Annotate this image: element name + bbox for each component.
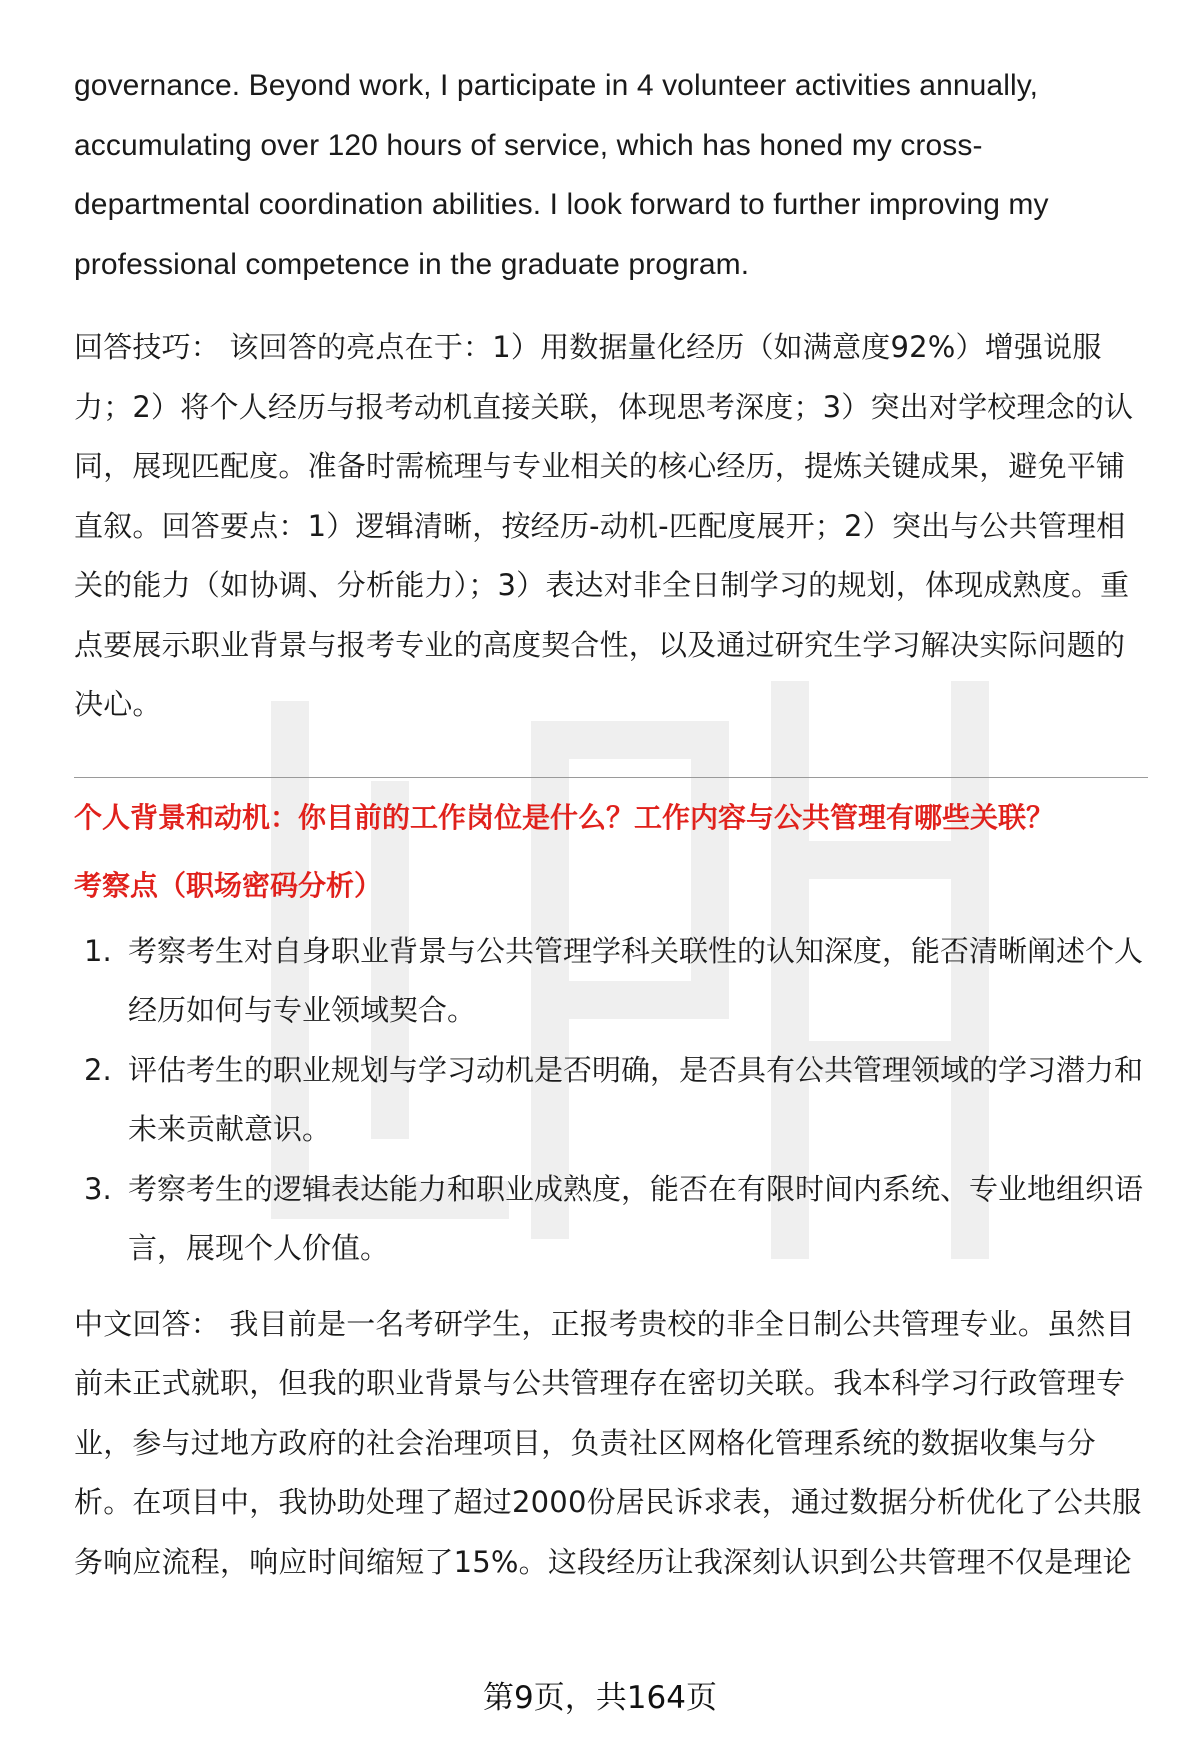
list-item-text: 考察考生对自身职业背景与公共管理学科关联性的认知深度，能否清晰阐述个人经历如何与专业领域契合。	[128, 933, 1144, 1027]
question-heading: 个人背景和动机：你目前的工作岗位是什么？工作内容与公共管理有哪些关联？	[74, 800, 1055, 834]
assessment-points-list	[74, 922, 1146, 1279]
list-item	[74, 922, 1146, 1041]
list-item	[74, 1041, 1146, 1160]
assessment-points-title: 考察点（职场密码分析）	[74, 868, 383, 902]
intro-paragraph: governance. Beyond work, I participate in 4 volunteer activities annually, accumulating over 120 hours of service, which has honed my cross-departmental coordination abilities. I look forward to further improving my professional competence in the graduate program.	[74, 69, 1049, 281]
tips-paragraph: 回答技巧： 该回答的亮点在于：1）用数据量化经历（如满意度92%）增强说服力；2）将个人经历与报考动机直接关联，体现思考深度；3）突出对学校理念的认同，展现匹配度。准备时需梳理与专业相关的核心经历，提炼关键成果，避免平铺直叙。回答要点：1）逻辑清晰，按经历-动机-匹配度展开；2）突出与公共管理相关的能力（如协调、分析能力）；3）表达对非全日制学习的规划，体现成熟度。重点要展示职业背景与报考专业的高度契合性，以及通过研究生学习解决实际问题的决心。	[74, 330, 1134, 721]
page-number-footer: 第9页，共164页	[483, 1680, 717, 1716]
answer-paragraph: 中文回答： 我目前是一名考研学生，正报考贵校的非全日制公共管理专业。虽然目前未正式就职，但我的职业背景与公共管理存在密切关联。我本科学习行政管理专业，参与过地方政府的社会治理项目，负责社区网格化管理系统的数据收集与分析。在项目中，我协助处理了超过2000份居民诉求表，通过数据分析优化了公共服务响应流程，响应时间缩短了15%。这段经历让我深刻认识到公共管理不仅是理论	[74, 1306, 1142, 1579]
list-item-text: 评估考生的职业规划与学习动机是否明确，是否具有公共管理领域的学习潜力和未来贡献意识。	[128, 1052, 1144, 1146]
section-divider	[74, 777, 1148, 778]
document-page	[74, 56, 1146, 1592]
list-item-number: 1.	[84, 933, 112, 968]
list-item-number: 2.	[84, 1052, 112, 1087]
list-item	[74, 1160, 1146, 1279]
list-item-number: 3.	[84, 1171, 112, 1206]
list-item-text: 考察考生的逻辑表达能力和职业成熟度，能否在有限时间内系统、专业地组织语言，展现个人价值。	[128, 1171, 1144, 1265]
